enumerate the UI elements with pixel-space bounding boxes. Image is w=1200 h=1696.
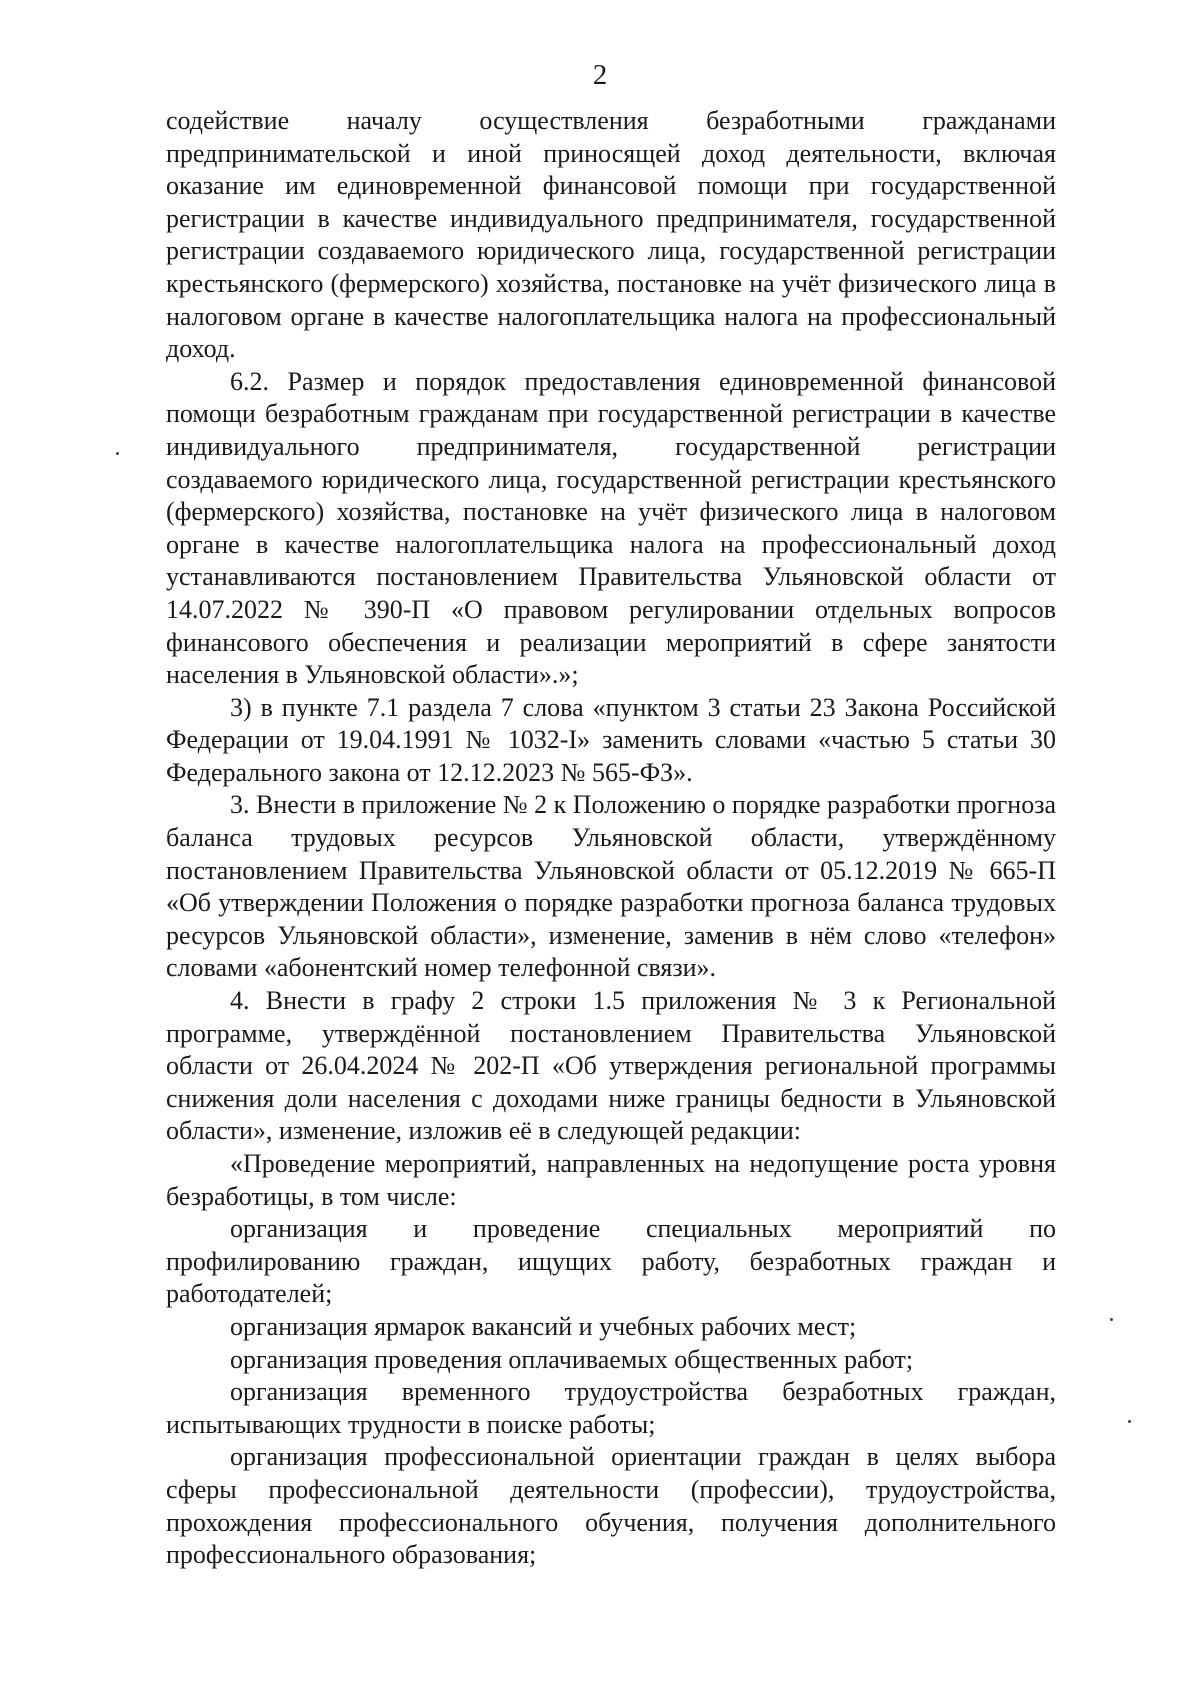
paragraph-6: «Проведение мероприятий, направленных на недопущение роста уровня безработицы, в том числе:: [166, 1149, 1056, 1211]
scan-speck: [1110, 1318, 1113, 1321]
paragraph-9: организация проведения оплачиваемых общественных работ;: [230, 1344, 914, 1374]
document-body: [166, 105, 1056, 1572]
paragraph-7: организация и проведение специальных мероприятий по профилированию граждан, ищущих работу, безработных граждан и работодателей;: [166, 1214, 1056, 1309]
paragraph-4: 3. Внести в приложение № 2 к Положению о порядке разработки прогноза баланса трудовых ресурсов Ульяновской области, утверждённому постановлением Правительства Ульяновской области от 05.12.2019 № 665-П «Об утверждении Положения о порядке разработки прогноза баланса трудовых ресурсов Ульяновской области», изменение, заменив в нём слово «телефон» словами «абонентский номер телефонной связи».: [166, 790, 1056, 983]
paragraph-8: организация ярмарок вакансий и учебных рабочих мест;: [230, 1311, 857, 1341]
paragraph-1: содействие началу осуществления безработными гражданами предпринимательской и иной приносящей доход деятельности, включая оказание им единовременной финансовой помощи при государственной регистрации в качестве индивидуального предпринимателя, государственной регистрации создаваемого юридического лица, государственной регистрации крестьянского (фермерского) хозяйства, постановке на учёт физического лица в налоговом органе в качестве налогоплательщика налога на профессиональный доход.: [166, 106, 1056, 364]
scan-speck: [1128, 1420, 1131, 1423]
paragraph-11: организация профессиональной ориентации граждан в целях выбора сферы профессиональной деятельности (профессии), трудоустройства, прохождения профессионального обучения, получения дополнительного профессионального образования;: [166, 1442, 1056, 1570]
paragraph-5: 4. Внести в графу 2 строки 1.5 приложения № 3 к Региональной программе, утверждённой постановлением Правительства Ульяновской области от 26.04.2024 № 202-П «Об утверждения региональной программы снижения доли населения с доходами ниже границы бедности в Ульяновской области», изменение, изложив её в следующей редакции:: [166, 986, 1056, 1146]
page-number: 2: [592, 59, 608, 91]
scan-speck: [116, 452, 119, 455]
paragraph-2: 6.2. Размер и порядок предоставления единовременной финансовой помощи безработным гражданам при государственной регистрации в качестве индивидуального предпринимателя, государственной регистрации создаваемого юридического лица, государственной регистрации крестьянского (фермерского) хозяйства, постановке на учёт физического лица в налоговом органе в качестве налогоплательщика налога на профессиональный доход устанавливаются постановлением Правительства Ульяновской области от 14.07.2022 № 390-П «О правовом регулировании отдельных вопросов финансового обеспечения и реализации мероприятий в сфере занятости населения в Ульяновской области».»;: [166, 366, 1056, 690]
paragraph-10: организация временного трудоустройства безработных граждан, испытывающих трудности в поиске работы;: [166, 1377, 1056, 1439]
paragraph-3: 3) в пункте 7.1 раздела 7 слова «пунктом 3 статьи 23 Закона Российской Федерации от 19.04.1991 № 1032-I» заменить словами «частью 5 статьи 30 Федерального закона от 12.12.2023 № 565-ФЗ».: [166, 692, 1056, 787]
